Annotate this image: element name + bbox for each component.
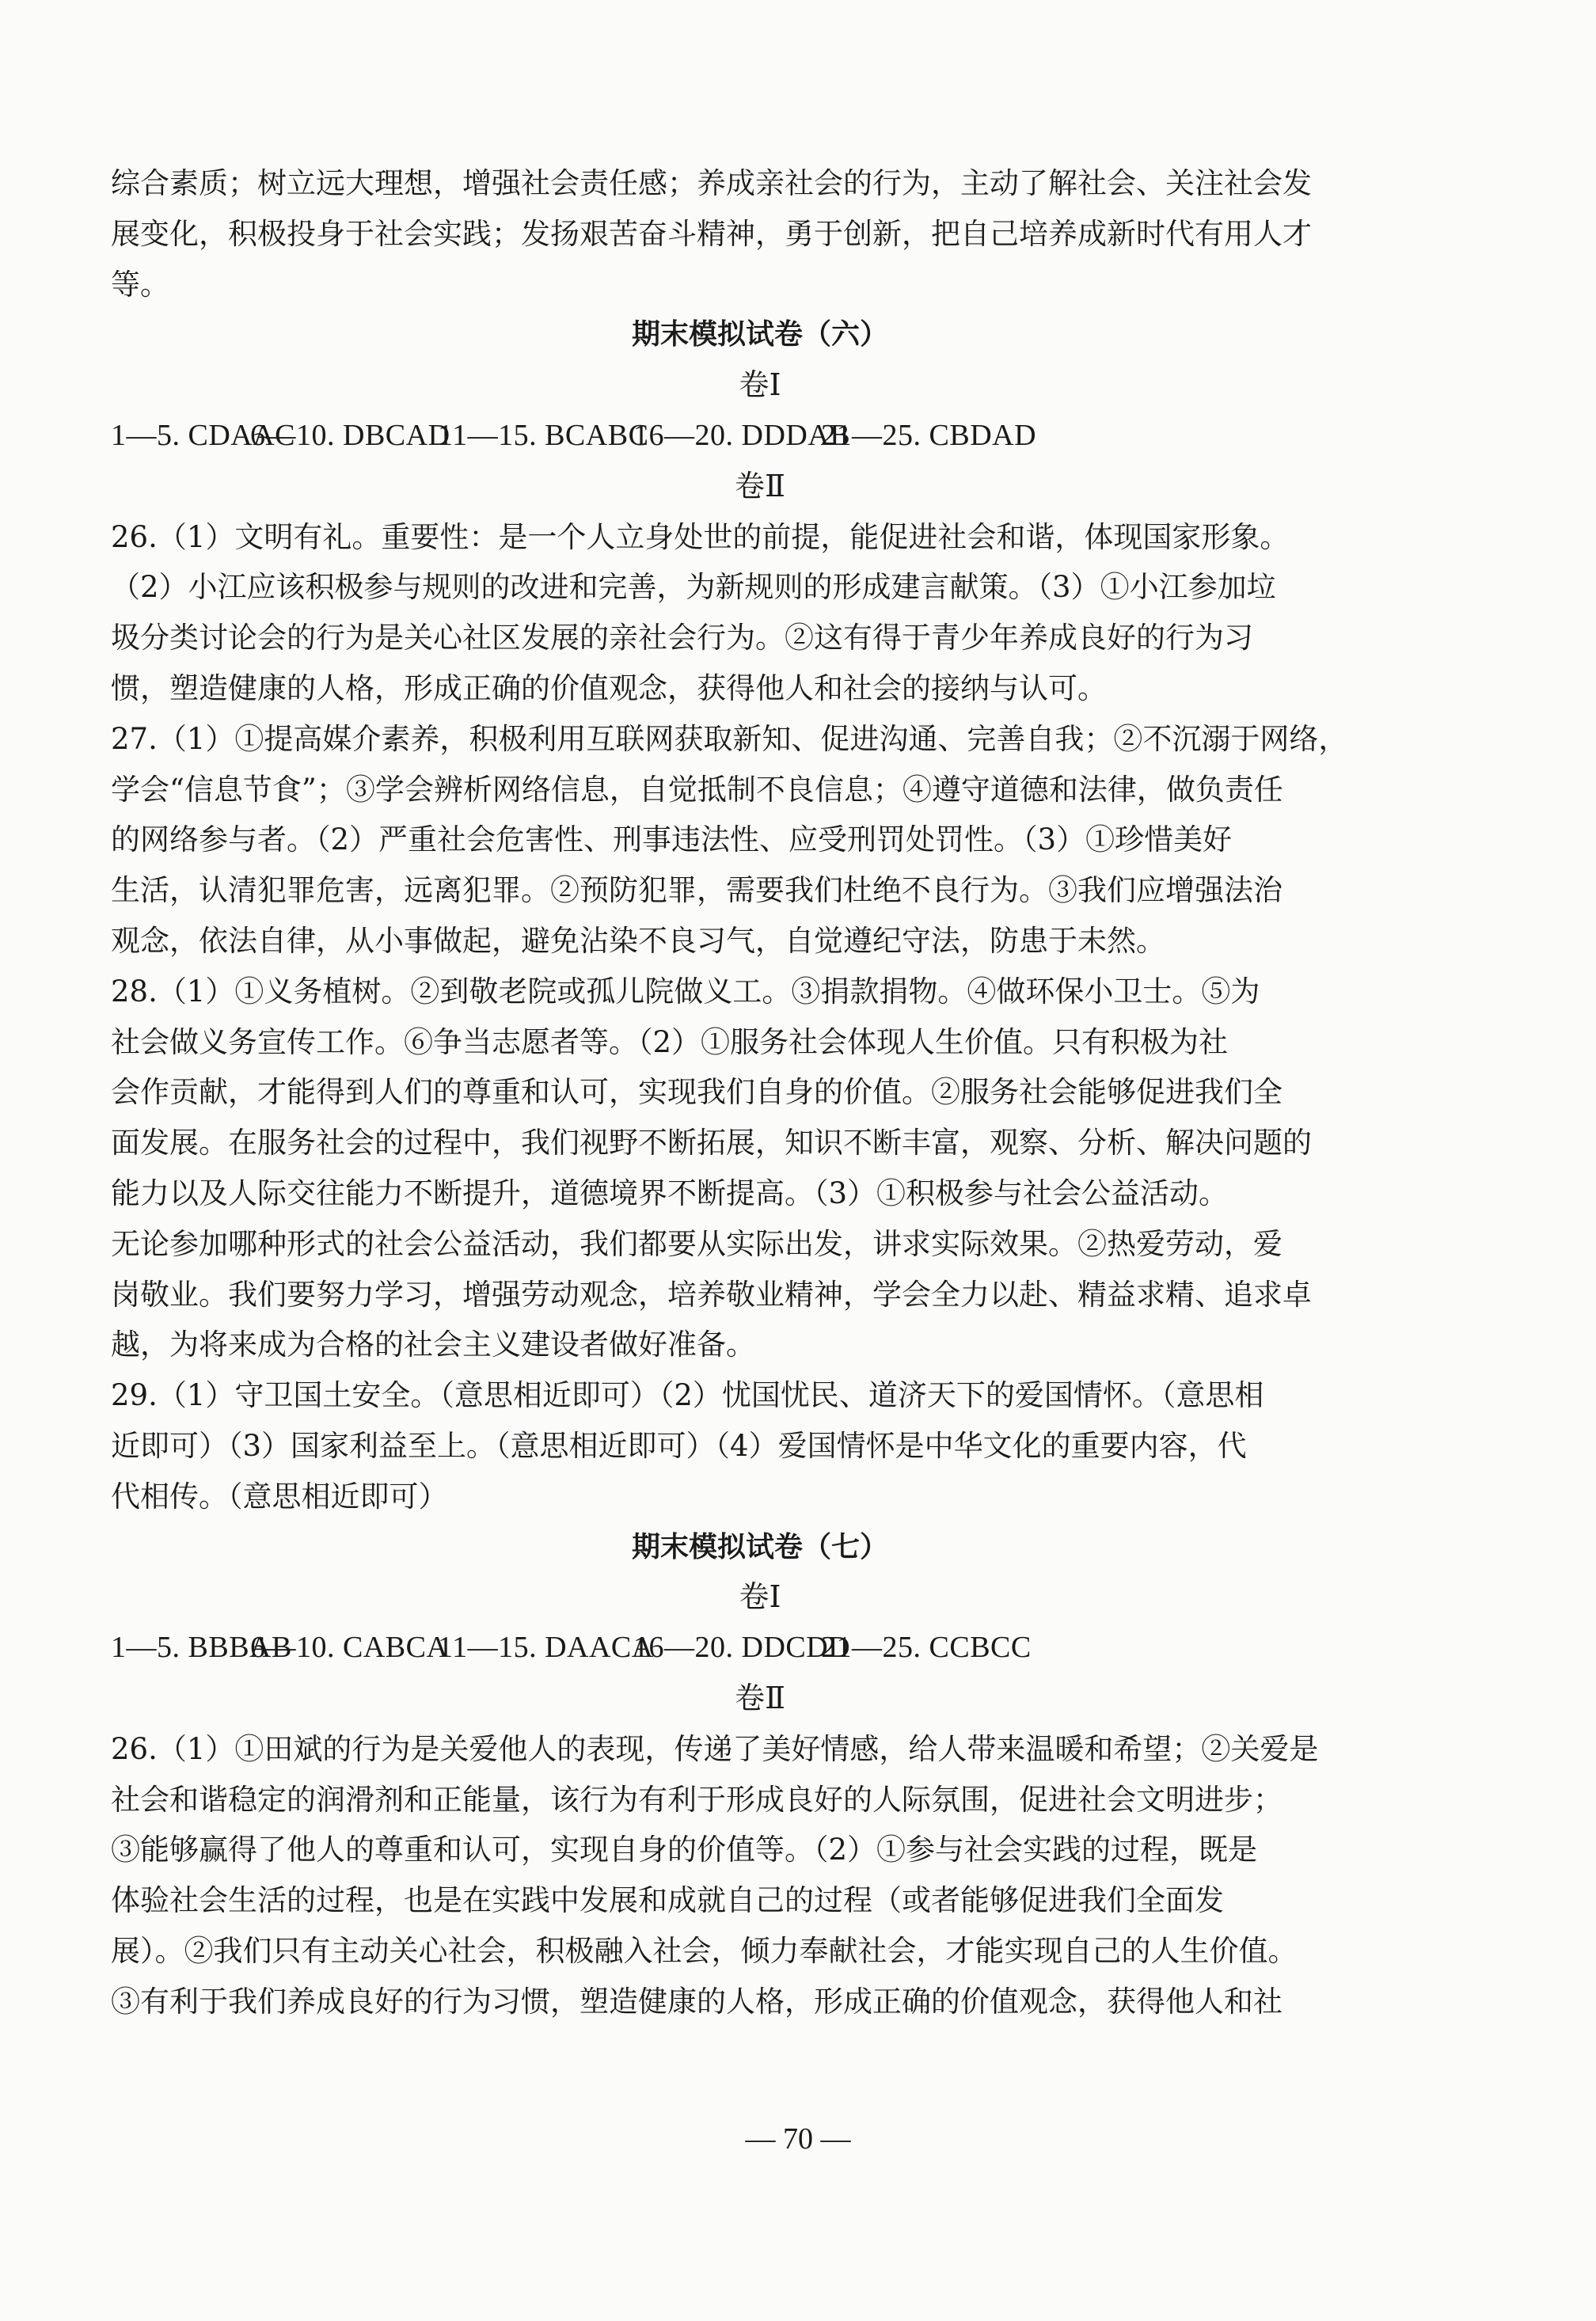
text-line: 会作贡献，才能得到人们的尊重和认可，实现我们自身的价值。②服务社会能够促进我们全: [111, 1075, 1282, 1110]
text-line: 能力以及人际交往能力不断提升，道德境界不断提高。（3）①积极参与社会公益活动。: [111, 1176, 1229, 1210]
text-line: 社会和谐稳定的润滑剂和正能量，该行为有利于形成良好的人际氛围，促进社会文明进步；: [111, 1782, 1282, 1817]
answer-group: 11—15. DAACA: [438, 1631, 654, 1665]
text-line: 无论参加哪种形式的社会公益活动，我们都要从实际出发，讲求实际效果。②热爱劳动，爱: [111, 1226, 1282, 1261]
text-line: 等。: [111, 267, 169, 302]
text-line: 27.（1）①提高媒介素养，积极利用互联网获取新知、促进沟通、完善自我；②不沉溺于网络，: [111, 721, 1348, 756]
text-line: 代相传。（意思相近即可）: [111, 1479, 448, 1514]
page-number: — 70 —: [745, 2122, 851, 2156]
section-title: 期末模拟试卷（六）: [631, 318, 888, 351]
text-line: 越，为将来成为合格的社会主义建设者做好准备。: [111, 1328, 755, 1362]
text-line: ③有利于我们养成良好的行为习惯，塑造健康的人格，形成正确的价值观念，获得他人和社: [111, 1984, 1282, 2019]
part-title: 卷Ⅱ: [735, 468, 785, 503]
text-line: 惯，塑造健康的人格，形成正确的价值观念，获得他人和社会的接纳与认可。: [111, 670, 1107, 705]
part-title: 卷Ⅰ: [739, 367, 781, 403]
text-line: 生活，认清犯罪危害，远离犯罪。②预防犯罪，需要我们杜绝不良行为。③我们应增强法治: [111, 873, 1282, 908]
part-title: 卷Ⅱ: [735, 1680, 785, 1715]
text-line: 观念，依法自律，从小事做起，避免沾染不良习气，自觉遵纪守法，防患于未然。: [111, 923, 1165, 958]
text-line: 展变化，积极投身于社会实践；发扬艰苦奋斗精神，勇于创新，把自己培养成新时代有用人才: [111, 216, 1312, 251]
answer-group: 1—5. CDAAC: [111, 418, 296, 452]
answer-group: 16—20. DDCDD: [633, 1631, 851, 1665]
text-line: 28.（1）①义务植树。②到敬老院或孤儿院做义工。③捐款捐物。④做环保小卫士。⑤为: [111, 974, 1260, 1009]
text-line: 岗敬业。我们要努力学习，增强劳动观念，培养敬业精神，学会全力以赴、精益求精、追求卓: [111, 1277, 1312, 1312]
text-line: 29.（1）守卫国土安全。（意思相近即可）（2）忧国忧民、道济天下的爱国情怀。（意思相: [111, 1378, 1264, 1413]
part-title: 卷Ⅰ: [739, 1579, 781, 1615]
answer-group: 1—5. BBBAB: [111, 1631, 292, 1665]
answer-group: 11—15. BCABC: [438, 418, 649, 452]
text-line: 体验社会生活的过程，也是在实践中发展和成就自己的过程（或者能够促进我们全面发: [111, 1883, 1224, 1918]
text-line: 学会“信息节食”；③学会辨析网络信息，自觉抵制不良信息；④遵守道德和法律，做负责任: [111, 772, 1283, 807]
answer-group: 16—20. DDDAB: [633, 418, 851, 452]
text-line: 综合素质；树立远大理想，增强社会责任感；养成亲社会的行为，主动了解社会、关注社会发: [111, 166, 1312, 200]
answer-group: 6—10. DBCAD: [250, 418, 450, 452]
answer-group: 21—25. CBDAD: [821, 418, 1037, 452]
text-line: 社会做义务宣传工作。⑥争当志愿者等。（2）①服务社会体现人生价值。只有积极为社: [111, 1024, 1229, 1059]
text-line: 展）。②我们只有主动关心社会，积极融入社会，倾力奉献社会，才能实现自己的人生价值。: [111, 1933, 1298, 1968]
answer-key-row: [111, 411, 1409, 462]
text-line: 近即可）（3）国家利益至上。（意思相近即可）（4）爱国情怀是中华文化的重要内容，代: [111, 1428, 1247, 1463]
section-title: 期末模拟试卷（七）: [631, 1530, 888, 1563]
text-line: 26.（1）文明有礼。重要性：是一个人立身处世的前提，能促进社会和谐，体现国家形象。: [111, 519, 1290, 554]
answer-group: 21—25. CCBCC: [821, 1631, 1032, 1665]
text-line: 26.（1）①田斌的行为是关爱他人的表现，传递了美好情感，给人带来温暖和希望；②关爱是: [111, 1731, 1319, 1766]
text-line: 面发展。在服务社会的过程中，我们视野不断拓展，知识不断丰富，观察、分析、解决问题的: [111, 1126, 1312, 1160]
text-line: 的网络参与者。（2）严重社会危害性、刑事违法性、应受刑罚处罚性。（3）①珍惜美好: [111, 822, 1233, 857]
answer-group: 6—10. CABCA: [250, 1631, 449, 1665]
page-content: [111, 158, 1409, 2027]
answer-key-row: [111, 1623, 1409, 1673]
text-line: （2）小江应该积极参与规则的改进和完善，为新规则的形成建言献策。（3）①小江参加垃: [111, 570, 1276, 605]
text-line: ③能够赢得了他人的尊重和认可，实现自身的价值等。（2）①参与社会实践的过程，既是: [111, 1833, 1258, 1867]
text-line: 圾分类讨论会的行为是关心社区发展的亲社会行为。②这有得于青少年养成良好的行为习: [111, 621, 1253, 655]
